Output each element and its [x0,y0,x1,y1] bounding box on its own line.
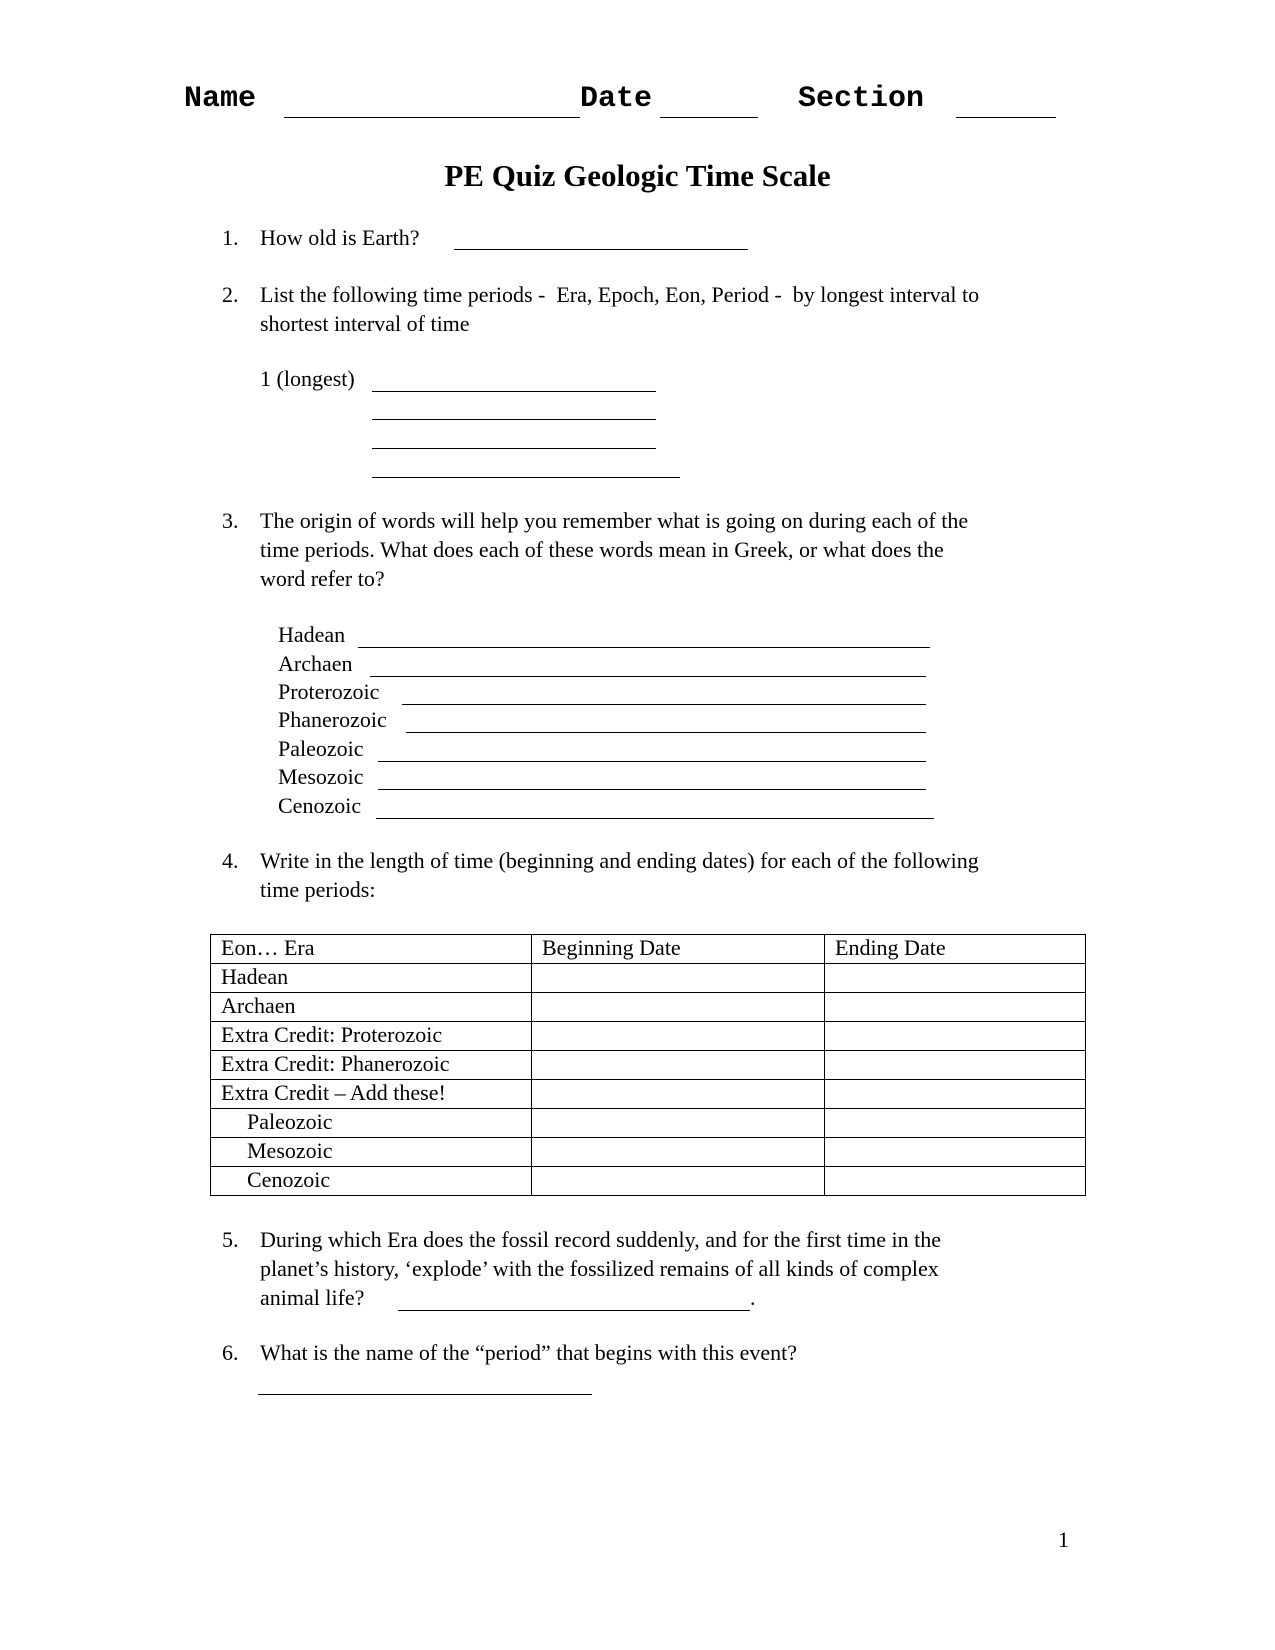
section-label: Section [798,82,925,116]
table-header-cell: Eon… Era [211,935,532,964]
q3-term: Archaen [278,651,353,676]
table-row-label: Mesozoic [211,1138,532,1167]
table-row [211,1022,1086,1051]
beginning-date-cell[interactable] [532,1051,825,1080]
table-row-label: Paleozoic [211,1109,532,1138]
q3-term: Proterozoic [278,679,380,704]
q3-term-blank[interactable] [370,676,926,677]
q4-number: 4. [222,848,239,873]
table-row [211,1138,1086,1167]
table-row [211,993,1086,1022]
q5-number: 5. [222,1227,239,1252]
ending-date-cell[interactable] [825,1167,1086,1196]
q3-term-blank[interactable] [378,761,926,762]
q2-answer-blank-1[interactable] [372,391,656,392]
q2-answer-blank-3[interactable] [372,448,656,449]
beginning-date-cell[interactable] [532,964,825,993]
time-periods-table [210,934,1086,1196]
q2-answer-blank-4[interactable] [372,477,680,478]
table-row-label: Extra Credit: Proterozoic [211,1022,532,1051]
table-header-cell: Ending Date [825,935,1086,964]
beginning-date-cell[interactable] [532,993,825,1022]
table-row [211,1167,1086,1196]
q3-term-blank[interactable] [358,647,930,648]
q1-answer-blank[interactable] [454,249,748,250]
beginning-date-cell[interactable] [532,1080,825,1109]
table-row-label: Extra Credit – Add these! [211,1080,532,1109]
q2-answer-blank-2[interactable] [372,419,656,420]
q5-line1: During which Era does the fossil record suddenly, and for the first time in the [260,1227,942,1252]
q2-longest-label: 1 (longest) [260,366,355,391]
table-row-label: Hadean [211,964,532,993]
ending-date-cell[interactable] [825,1138,1086,1167]
ending-date-cell[interactable] [825,993,1086,1022]
q3-term: Paleozoic [278,736,364,761]
table-header-row [211,935,1086,964]
q3-term-blank[interactable] [402,704,926,705]
section-blank[interactable] [956,117,1056,118]
page-title: PE Quiz Geologic Time Scale [444,158,831,193]
q3-term: Phanerozoic [278,707,387,732]
q5-period: . [750,1285,756,1310]
date-label: Date [580,82,653,116]
q2-line2: shortest interval of time [260,311,470,336]
ending-date-cell[interactable] [825,1080,1086,1109]
q3-term: Cenozoic [278,793,362,818]
q3-term-blank[interactable] [378,789,926,790]
ending-date-cell[interactable] [825,964,1086,993]
q2-number: 2. [222,282,239,307]
q3-term: Mesozoic [278,764,364,789]
q4-line2: time periods: [260,877,376,902]
q5-answer-blank[interactable] [398,1310,750,1311]
q3-term: Hadean [278,622,346,647]
q4-line1: Write in the length of time (beginning and ending dates) for each of the following [260,848,979,873]
ending-date-cell[interactable] [825,1022,1086,1051]
table-row [211,1080,1086,1109]
q6-number: 6. [222,1340,239,1365]
q3-term-blank[interactable] [406,732,926,733]
q6-text: What is the name of the “period” that begins with this event? [260,1340,798,1365]
table-row [211,964,1086,993]
q6-answer-blank[interactable] [258,1394,592,1395]
name-label: Name [184,82,257,116]
table-row [211,1051,1086,1080]
page-number: 1 [1058,1527,1069,1552]
beginning-date-cell[interactable] [532,1022,825,1051]
table-row-label: Extra Credit: Phanerozoic [211,1051,532,1080]
table-row-label: Archaen [211,993,532,1022]
q5-line2: planet’s history, ‘explode’ with the fossilized remains of all kinds of complex [260,1256,939,1281]
ending-date-cell[interactable] [825,1051,1086,1080]
q3-line1: The origin of words will help you remember what is going on during each of the [260,508,969,533]
beginning-date-cell[interactable] [532,1138,825,1167]
q1-number: 1. [222,225,239,250]
q5-line3: animal life? [260,1285,365,1310]
table-row-label: Cenozoic [211,1167,532,1196]
q3-term-blank[interactable] [376,818,934,819]
date-blank[interactable] [660,117,758,118]
q3-line2: time periods. What does each of these words mean in Greek, or what does the [260,537,944,562]
q3-number: 3. [222,508,239,533]
name-blank[interactable] [284,117,580,118]
q1-text: How old is Earth? [260,225,420,250]
q2-line1: List the following time periods - Era, Epoch, Eon, Period - by longest interval to [260,282,980,307]
ending-date-cell[interactable] [825,1109,1086,1138]
beginning-date-cell[interactable] [532,1167,825,1196]
q3-line3: word refer to? [260,566,385,591]
table-row [211,1109,1086,1138]
table-header-cell: Beginning Date [532,935,825,964]
beginning-date-cell[interactable] [532,1109,825,1138]
